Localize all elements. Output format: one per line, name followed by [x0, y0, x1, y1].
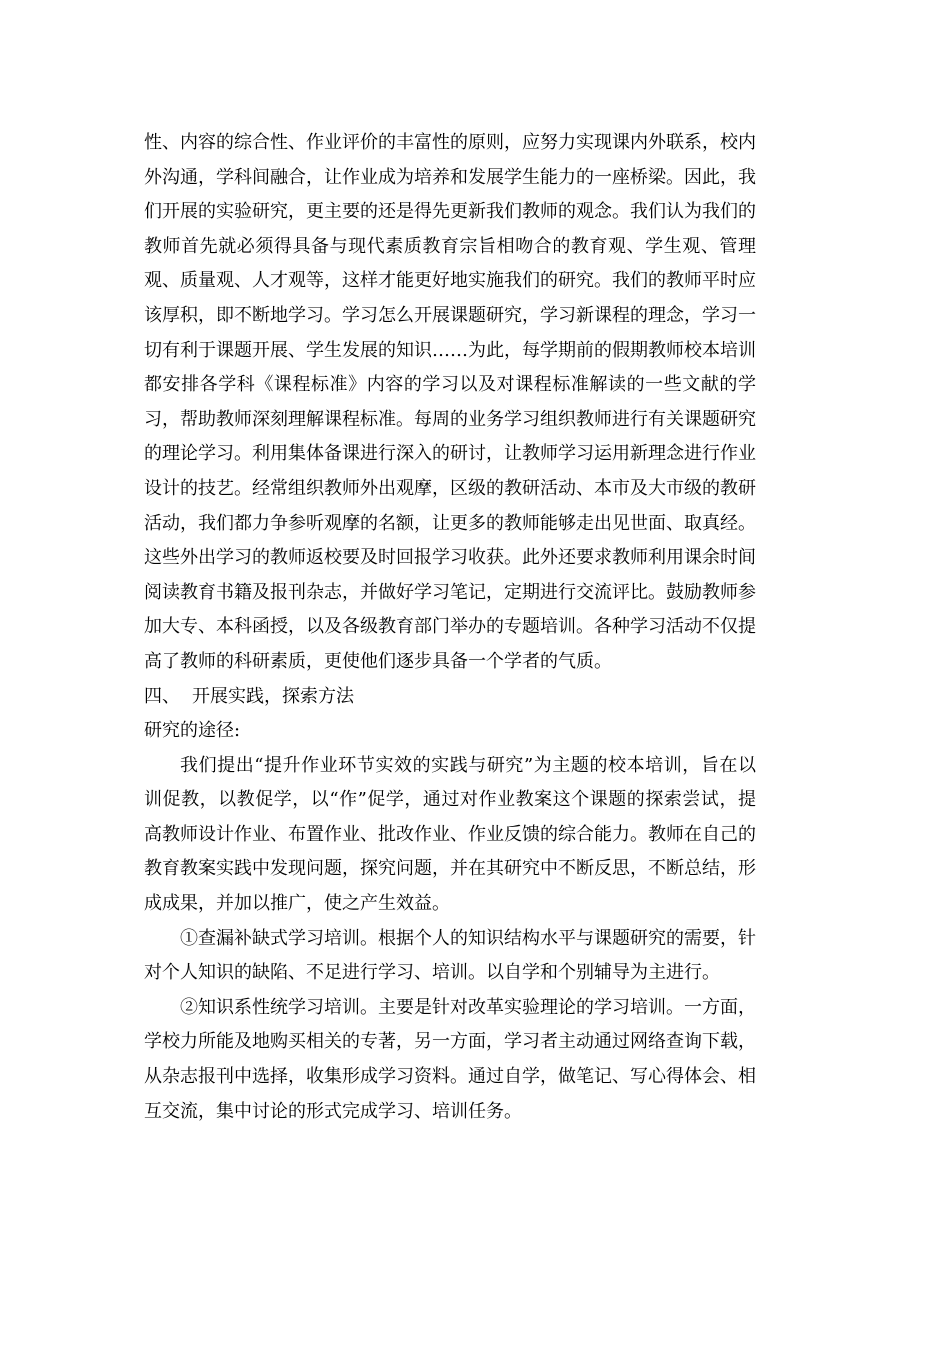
- text-line: 习，帮助教师深刻理解课程标准。每周的业务学习组织教师进行有关课题研究: [144, 408, 756, 430]
- text-line: 活动，我们都力争参听观摩的名额，让更多的教师能够走出见世面、取真经。: [144, 512, 756, 534]
- text-line: 教育教案实践中发现问题，探究问题，并在其研究中不断反思，不断总结，形: [144, 858, 756, 880]
- text-line: 外沟通，学科间融合，让作业成为培养和发展学生能力的一座桥梁。因此，我: [144, 166, 756, 188]
- paragraph-intro: [144, 749, 756, 922]
- text-line: 对个人知识的缺陷、不足进行学习、培训。以自学和个别辅导为主进行。: [144, 962, 720, 984]
- section-number: 四、: [144, 685, 180, 707]
- text-line: 高教师设计作业、布置作业、批改作业、作业反馈的综合能力。教师在自己的: [144, 823, 756, 845]
- paragraph-continued: [144, 126, 756, 680]
- paragraph-item-1: [144, 922, 756, 991]
- text-line: 从杂志报刊中选择，收集形成学习资料。通过自学，做笔记、写心得体会、相: [144, 1066, 756, 1088]
- text-line: 教师首先就必须得具备与现代素质教育宗旨相吻合的教育观、学生观、管理: [144, 235, 756, 257]
- text-line: 高了教师的科研素质，更使他们逐步具备一个学者的气质。: [144, 650, 612, 672]
- paragraph-item-2: [144, 991, 756, 1129]
- text-line: 性、内容的综合性、作业评价的丰富性的原则，应努力实现课内外联系，校内: [144, 132, 756, 153]
- text-line: 训促教，以教促学，以“作”促学，通过对作业教案这个课题的探索尝试，提: [144, 789, 756, 811]
- text-line: 该厚积，即不断地学习。学习怎么开展课题研究，学习新课程的理念，学习一: [144, 304, 756, 326]
- section-heading: [144, 680, 756, 715]
- text-line: 我们提出“提升作业环节实效的实践与研究”为主题的校本培训，旨在以: [180, 754, 756, 776]
- text-line: ①查漏补缺式学习培训。根据个人的知识结构水平与课题研究的需要，针: [180, 927, 756, 949]
- text-line: 加大专、本科函授，以及各级教育部门举办的专题培训。各种学习活动不仅提: [144, 616, 756, 638]
- text-line: 观、质量观、人才观等，这样才能更好地实施我们的研究。我们的教师平时应: [144, 270, 756, 292]
- text-line: 成成果，并加以推广，使之产生效益。: [144, 893, 450, 915]
- text-line: 们开展的实验研究，更主要的还是得先更新我们教师的观念。我们认为我们的: [144, 201, 756, 223]
- document-body: [144, 126, 756, 1129]
- section-title: 开展实践，探索方法: [192, 685, 354, 707]
- text-line: 都安排各学科《课程标准》内容的学习以及对课程标准解读的一些文献的学: [144, 374, 756, 396]
- text-line: ②知识系性统学习培训。主要是针对改革实验理论的学习培训。一方面，: [180, 996, 756, 1018]
- subheading: 研究的途径:: [144, 720, 241, 742]
- text-line: 切有利于课题开展、学生发展的知识……为此，每学期前的假期教师校本培训: [144, 339, 756, 361]
- text-line: 互交流，集中讨论的形式完成学习、培训任务。: [144, 1100, 522, 1122]
- text-line: 设计的技艺。经常组织教师外出观摩，区级的教研活动、本市及大市级的教研: [144, 477, 756, 499]
- text-line: 这些外出学习的教师返校要及时回报学习收获。此外还要求教师利用课余时间: [144, 547, 756, 569]
- text-line: 阅读教育书籍及报刊杂志，并做好学习笔记，定期进行交流评比。鼓励教师参: [144, 581, 756, 603]
- text-line: 学校力所能及地购买相关的专著，另一方面，学习者主动通过网络查询下载，: [144, 1031, 756, 1053]
- text-line: 的理论学习。利用集体备课进行深入的研讨，让教师学习运用新理念进行作业: [144, 443, 756, 465]
